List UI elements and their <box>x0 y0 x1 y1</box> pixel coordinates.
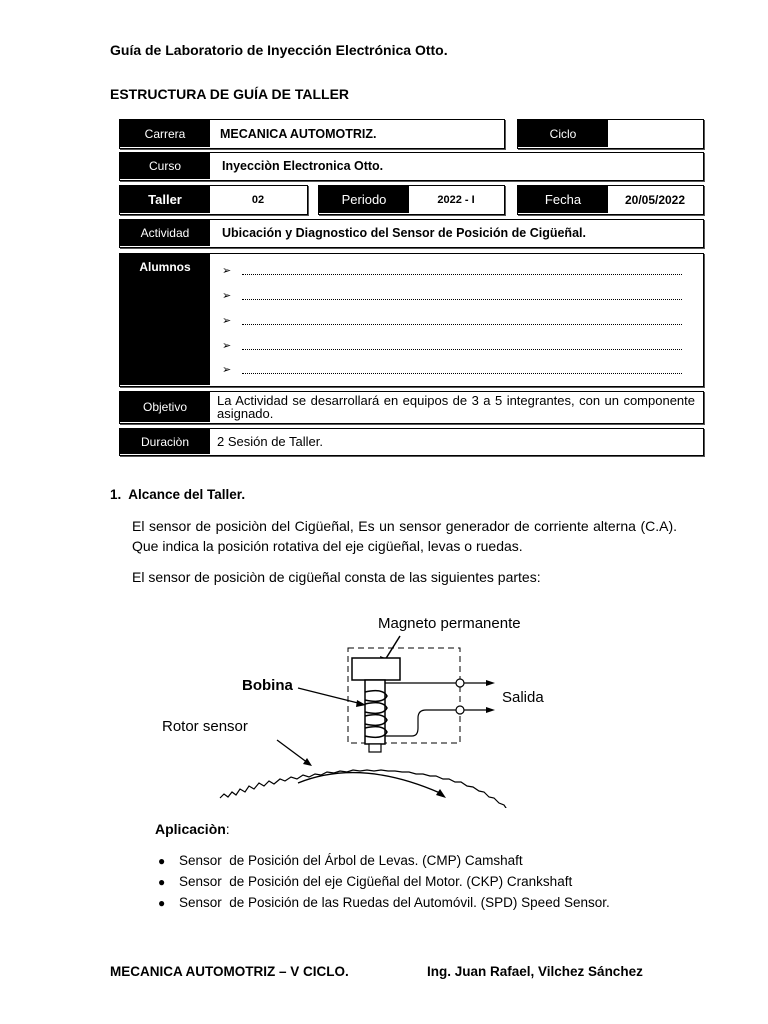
arrow-bullet-icon: ➢ <box>222 265 232 277</box>
fecha-label: Fecha <box>518 186 608 213</box>
actividad-label: Actividad <box>120 220 210 246</box>
document-subtitle: ESTRUCTURA DE GUÍA DE TALLER <box>110 86 350 102</box>
list-item-text: Sensor de Posición de las Ruedas del Automóvil. (SPD) Speed Sensor. <box>179 895 610 910</box>
coil-label: Bobina <box>242 677 293 694</box>
actividad-value: Ubicación y Diagnostico del Sensor de Posición de Cigüeñal. <box>222 226 586 240</box>
alumno-blank <box>242 341 682 350</box>
list-item <box>158 871 610 892</box>
bullet-icon: ● <box>158 874 166 889</box>
section-paragraph-2: El sensor de posiciòn de cigüeñal consta de las siguientes partes: <box>132 569 541 585</box>
alumno-line-2[interactable] <box>222 289 682 302</box>
curso-value: Inyecciòn Electronica Otto. <box>222 159 384 173</box>
objetivo-value: La Actividad se desarrollará en equipos de 3 a 5 integrantes, con un componente asignado. <box>217 393 695 421</box>
application-list <box>158 850 610 913</box>
taller-value: 02 <box>251 193 265 206</box>
alumno-blank <box>242 316 682 325</box>
alumno-line-1[interactable] <box>222 264 682 277</box>
objetivo-label: Objetivo <box>120 392 210 422</box>
application-heading <box>155 821 230 837</box>
duracion-value: 2 Sesión de Taller. <box>217 434 323 449</box>
alumno-blank <box>242 266 682 275</box>
footer-course: MECANICA AUTOMOTRIZ – V CICLO. <box>110 964 349 979</box>
alumnos-label: Alumnos <box>120 254 210 385</box>
carrera-value: MECANICA AUTOMOTRIZ. <box>220 126 377 141</box>
alumno-blank <box>242 365 682 374</box>
application-title: Aplicaciòn <box>155 821 226 837</box>
output-label: Salida <box>502 689 544 706</box>
alumno-blank <box>242 291 682 300</box>
crankshaft-sensor-diagram <box>150 608 590 808</box>
list-item <box>158 892 610 913</box>
footer-author: Ing. Juan Rafael, Vilchez Sánchez <box>427 964 643 979</box>
application-colon: : <box>225 821 230 837</box>
curso-label: Curso <box>120 153 210 179</box>
bullet-icon: ● <box>158 853 166 868</box>
fecha-value: 20/05/2022 <box>624 192 686 207</box>
carrera-label: Carrera <box>120 120 210 147</box>
list-item-text: Sensor de Posición del Árbol de Levas. (CMP) Camshaft <box>179 853 523 868</box>
list-item-text: Sensor de Posición del eje Cigüeñal del Motor. (CKP) Crankshaft <box>179 874 573 889</box>
bullet-icon: ● <box>158 895 166 910</box>
arrow-bullet-icon: ➢ <box>222 315 232 327</box>
section-title: 1. Alcance del Taller. <box>110 487 246 502</box>
arrow-bullet-icon: ➢ <box>222 290 232 302</box>
duracion-label: Duraciòn <box>120 429 210 454</box>
alumno-line-4[interactable] <box>222 339 682 352</box>
alumno-line-5[interactable] <box>222 363 682 376</box>
list-item <box>158 850 610 871</box>
document-title: Guía de Laboratorio de Inyección Electrónica Otto. <box>110 42 448 58</box>
rotor-label: Rotor sensor <box>162 718 248 735</box>
taller-label: Taller <box>120 186 210 213</box>
periodo-label: Periodo <box>319 186 409 213</box>
arrow-bullet-icon: ➢ <box>222 364 232 376</box>
periodo-value: 2022 - I <box>437 193 475 206</box>
section-paragraph-1: El sensor de posiciòn del Cigüeñal, Es un sensor generador de corriente alterna (C.A). Que indica la posición rotativa del eje cigüeñal, levas o ruedas. <box>132 518 677 554</box>
ciclo-label: Ciclo <box>518 120 608 147</box>
alumno-line-3[interactable] <box>222 314 682 327</box>
magnet-label: Magneto permanente <box>378 615 521 632</box>
arrow-bullet-icon: ➢ <box>222 340 232 352</box>
